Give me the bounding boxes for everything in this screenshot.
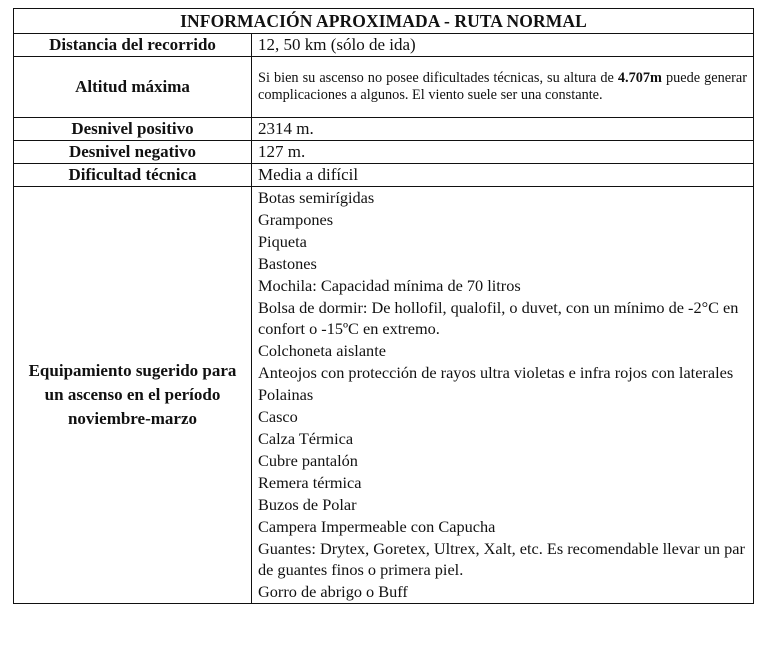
altitude-text-before: Si bien su ascenso no posee dificultades técnicas, su altura de — [258, 69, 618, 86]
distance-label: Distancia del recorrido — [14, 34, 252, 57]
positive-elevation-label: Desnivel positivo — [14, 118, 252, 141]
positive-elevation-value: 2314 m. — [252, 118, 754, 141]
list-item: Campera Impermeable con Capucha — [258, 516, 496, 536]
list-item: Piqueta — [258, 231, 307, 251]
table-row-negative-elevation — [14, 141, 754, 164]
table-row-difficulty — [14, 164, 754, 187]
list-item: Calza Térmica — [258, 428, 354, 448]
difficulty-value: Media a difícil — [252, 164, 754, 187]
list-item: Anteojos con protección de rayos ultra violetas e infra rojos con laterales — [258, 363, 734, 383]
negative-elevation-label: Desnivel negativo — [14, 141, 252, 164]
list-item: Casco — [258, 407, 298, 427]
list-item: Gorro de abrigo o Buff — [258, 582, 408, 602]
table-title: INFORMACIÓN APROXIMADA - RUTA NORMAL — [14, 9, 754, 34]
table-row-positive-elevation — [14, 118, 754, 141]
list-item: Botas semirígidas — [258, 188, 375, 207]
altitude-value — [252, 57, 754, 118]
altitude-height-value: 4.707m — [617, 69, 662, 86]
altitude-label: Altitud máxima — [14, 57, 252, 118]
title-row — [14, 9, 754, 34]
list-item: Mochila: Capacidad mínima de 70 litros — [258, 275, 521, 295]
list-item: Bolsa de dormir: De hollofil, qualofil, o duvet, con un mínimo de -2°C en confort o -15ºC en extremo. — [258, 297, 739, 339]
altitude-text-after: puede generar complicaciones a algunos. El viento suele ser una constante. — [258, 69, 748, 103]
table-row-altitude — [14, 57, 754, 118]
list-item: Colchoneta aislante — [258, 341, 386, 361]
route-info-table — [13, 8, 754, 604]
equipment-label: Equipamiento sugerido para un ascenso en el período noviembre-marzo — [14, 187, 252, 604]
equipment-list — [252, 187, 754, 604]
list-item: Cubre pantalón — [258, 450, 358, 470]
difficulty-label: Dificultad técnica — [14, 164, 252, 187]
negative-elevation-value: 127 m. — [252, 141, 754, 164]
list-item: Guantes: Drytex, Goretex, Ultrex, Xalt, etc. Es recomendable llevar un par de guantes finos o primera piel. — [258, 538, 745, 580]
distance-value: 12, 50 km (sólo de ida) — [252, 34, 754, 57]
list-item: Polainas — [258, 385, 314, 405]
list-item: Remera térmica — [258, 472, 362, 492]
table-row-distance — [14, 34, 754, 57]
list-item: Grampones — [258, 209, 334, 229]
list-item: Buzos de Polar — [258, 494, 357, 514]
table-row-equipment — [14, 187, 754, 604]
list-item: Bastones — [258, 253, 317, 273]
